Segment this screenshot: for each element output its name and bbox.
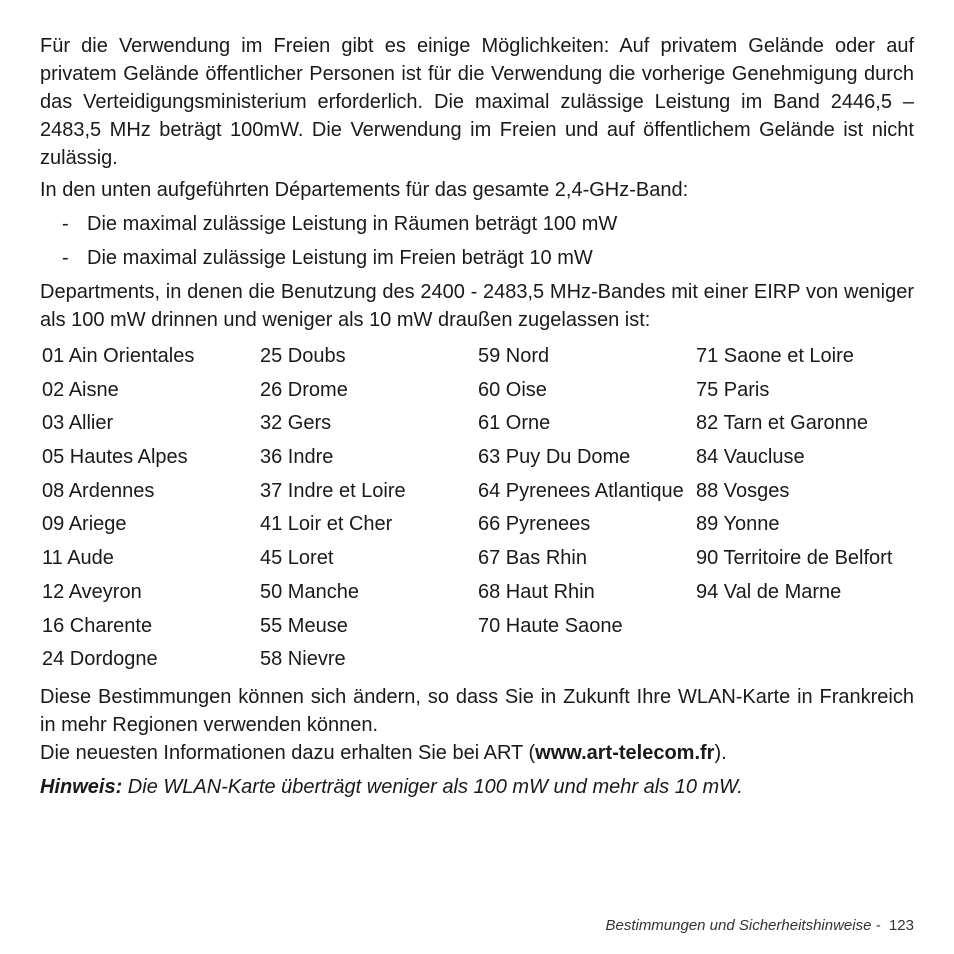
page-footer (605, 917, 914, 934)
department-item: 70 Haute Saone (478, 614, 623, 637)
department-item: 66 Pyrenees (478, 513, 591, 536)
department-item: 37 Indre et Loire (260, 479, 406, 502)
department-item: 90 Territoire de Belfort (696, 547, 893, 570)
more-info-closing: ). (714, 741, 727, 764)
paragraph-outdoor-use: Für die Verwendung im Freien gibt es einige Möglichkeiten: Auf privatem Gelände oder auf privatem Gelände öffentlicher Personen ist für die Verwendung die vorherige Genehmigung durch das Verteidigungsministerium erforderlich. Die maximal zulässige Leistung im Band 2446,5 – 2483,5 MHz beträgt 100mW. Die Verwendung im Freien und auf öffentlichem Gelände ist nicht zulässig. (40, 35, 914, 169)
department-item: 01 Ain Orientales (42, 345, 195, 367)
department-item: 67 Bas Rhin (478, 547, 587, 570)
department-item: 45 Loret (260, 547, 334, 570)
department-item: 05 Hautes Alpes (42, 446, 188, 469)
departments-column-2 (260, 342, 478, 679)
department-item: 12 Aveyron (42, 580, 142, 603)
department-item: 88 Vosges (696, 479, 790, 502)
department-item: 82 Tarn et Garonne (696, 412, 868, 435)
department-item: 09 Ariege (42, 513, 127, 536)
department-item: 60 Oise (478, 378, 547, 401)
department-item: 64 Pyrenees Atlantique (478, 479, 684, 502)
department-item: 84 Vaucluse (696, 446, 805, 469)
paragraph-more-info (40, 739, 914, 767)
departments-column-1 (42, 342, 260, 679)
note-label: Hinweis: (40, 775, 123, 798)
more-info-text: Die neuesten Informationen dazu erhalten Sie bei ART ( (40, 741, 536, 764)
departments-column-3 (478, 342, 696, 679)
list-item-text: Die maximal zulässige Leistung in Räumen beträgt 100 mW (87, 213, 618, 235)
footer-section-title: Bestimmungen und Sicherheitshinweise - (605, 917, 881, 934)
list-item (40, 244, 914, 272)
department-item: 55 Meuse (260, 614, 348, 637)
department-item: 63 Puy Du Dome (478, 446, 631, 469)
art-telecom-link[interactable]: www.art-telecom.fr (535, 741, 715, 764)
department-item: 58 Nievre (260, 648, 346, 671)
document-page (40, 32, 914, 801)
list-item (40, 210, 914, 238)
department-item: 08 Ardennes (42, 479, 155, 502)
department-item: 89 Yonne (696, 513, 780, 536)
departments-table (42, 342, 914, 679)
page-number: 123 (888, 917, 914, 934)
department-item: 25 Doubs (260, 345, 346, 367)
department-item: 59 Nord (478, 345, 550, 367)
department-item: 11 Aude (42, 547, 114, 570)
department-item: 03 Allier (42, 412, 114, 435)
department-item: 41 Loir et Cher (260, 513, 393, 536)
department-item: 71 Saone et Loire (696, 345, 854, 367)
department-item: 61 Orne (478, 412, 551, 435)
power-limits-list (40, 210, 914, 272)
list-item-text: Die maximal zulässige Leistung im Freien beträgt 10 mW (87, 247, 593, 269)
department-item: 32 Gers (260, 412, 332, 435)
department-item: 94 Val de Marne (696, 580, 842, 603)
department-item: 36 Indre (260, 446, 334, 469)
paragraph-regulations-change: Diese Bestimmungen können sich ändern, so dass Sie in Zukunft Ihre WLAN-Karte in Frankreich in mehr Regionen verwenden können. (40, 685, 914, 736)
dash-bullet: - (62, 247, 69, 269)
department-item: 16 Charente (42, 614, 153, 637)
note-text: Die WLAN-Karte überträgt weniger als 100 mW und mehr als 10 mW. (122, 775, 743, 798)
department-item: 24 Dordogne (42, 648, 158, 671)
departments-column-4 (696, 342, 914, 679)
department-item: 68 Haut Rhin (478, 580, 595, 603)
paragraph-departments-eirp: Departments, in denen die Benutzung des 2400 - 2483,5 MHz-Bandes mit einer EIRP von weniger als 100 mW drinnen und weniger als 10 mW draußen zugelassen ist: (40, 281, 914, 331)
note (40, 773, 914, 801)
dash-bullet: - (62, 213, 69, 235)
department-item: 02 Aisne (42, 378, 119, 401)
department-item: 50 Manche (260, 580, 359, 603)
department-item: 75 Paris (696, 378, 770, 401)
department-item: 26 Drome (260, 378, 348, 401)
paragraph-departements-intro: In den unten aufgeführten Départements für das gesamte 2,4-GHz-Band: (40, 179, 689, 201)
